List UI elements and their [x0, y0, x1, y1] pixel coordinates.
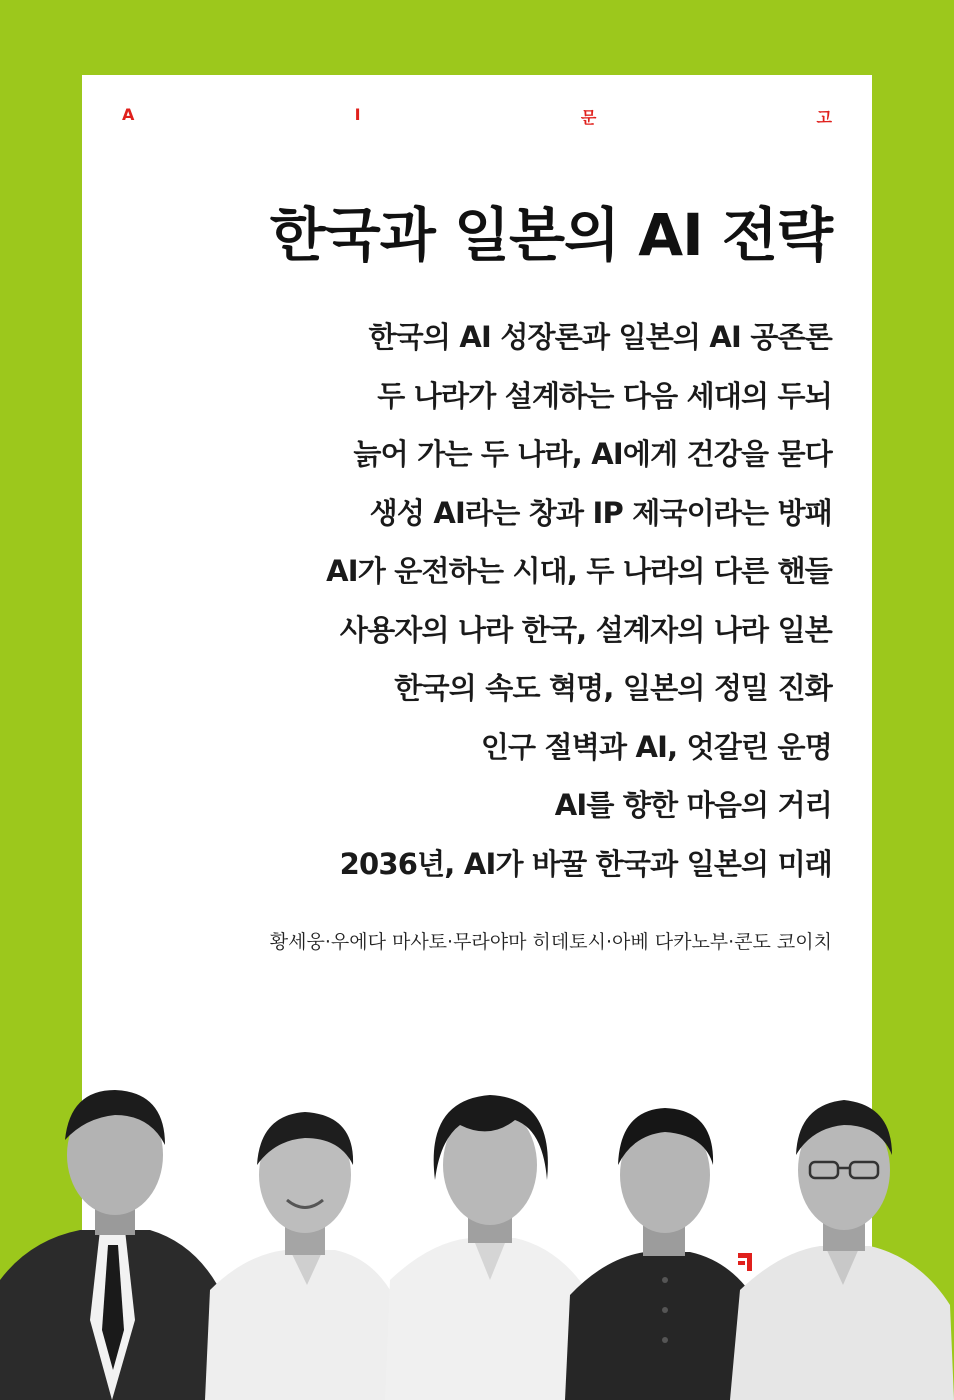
publisher-logo-icon	[738, 1253, 752, 1271]
author-photo-1	[0, 1070, 230, 1400]
chapter-item: AI를 향한 마음의 거리	[554, 788, 832, 822]
series-letter: A	[122, 105, 135, 124]
chapter-item: AI가 운전하는 시대, 두 나라의 다른 핸들	[326, 554, 832, 588]
series-letter: I	[354, 105, 361, 124]
author-photos	[0, 1060, 954, 1400]
chapter-item: 한국의 AI 성장론과 일본의 AI 공존론	[368, 320, 832, 354]
author-photo-5	[730, 1070, 954, 1400]
chapter-item: 인구 절벽과 AI, 엇갈린 운명	[480, 729, 832, 764]
chapter-list	[326, 308, 832, 893]
chapter-item: 사용자의 나라 한국, 설계자의 나라 일본	[339, 612, 832, 647]
chapter-item: 한국의 속도 혁명, 일본의 정밀 진화	[394, 671, 832, 705]
book-title: 한국과 일본의 AI 전략	[269, 201, 832, 269]
chapter-item: 늙어 가는 두 나라, AI에게 건강을 묻다	[353, 437, 832, 471]
chapter-item: 2036년, AI가 바꿀 한국과 일본의 미래	[339, 846, 832, 881]
author-list: 황세웅·우에다 마사토·무라야마 히데토시·아베 다카노부·콘도 코이치	[269, 931, 832, 953]
chapter-item: 생성 AI라는 창과 IP 제국이라는 방패	[369, 495, 832, 530]
author-photo-3	[385, 1070, 595, 1400]
series-letter: 고	[816, 108, 832, 127]
author-photo-2	[205, 1080, 405, 1400]
chapter-item: 두 나라가 설계하는 다음 세대의 두뇌	[377, 378, 832, 413]
series-letter: 문	[580, 108, 597, 127]
series-label	[122, 105, 832, 128]
